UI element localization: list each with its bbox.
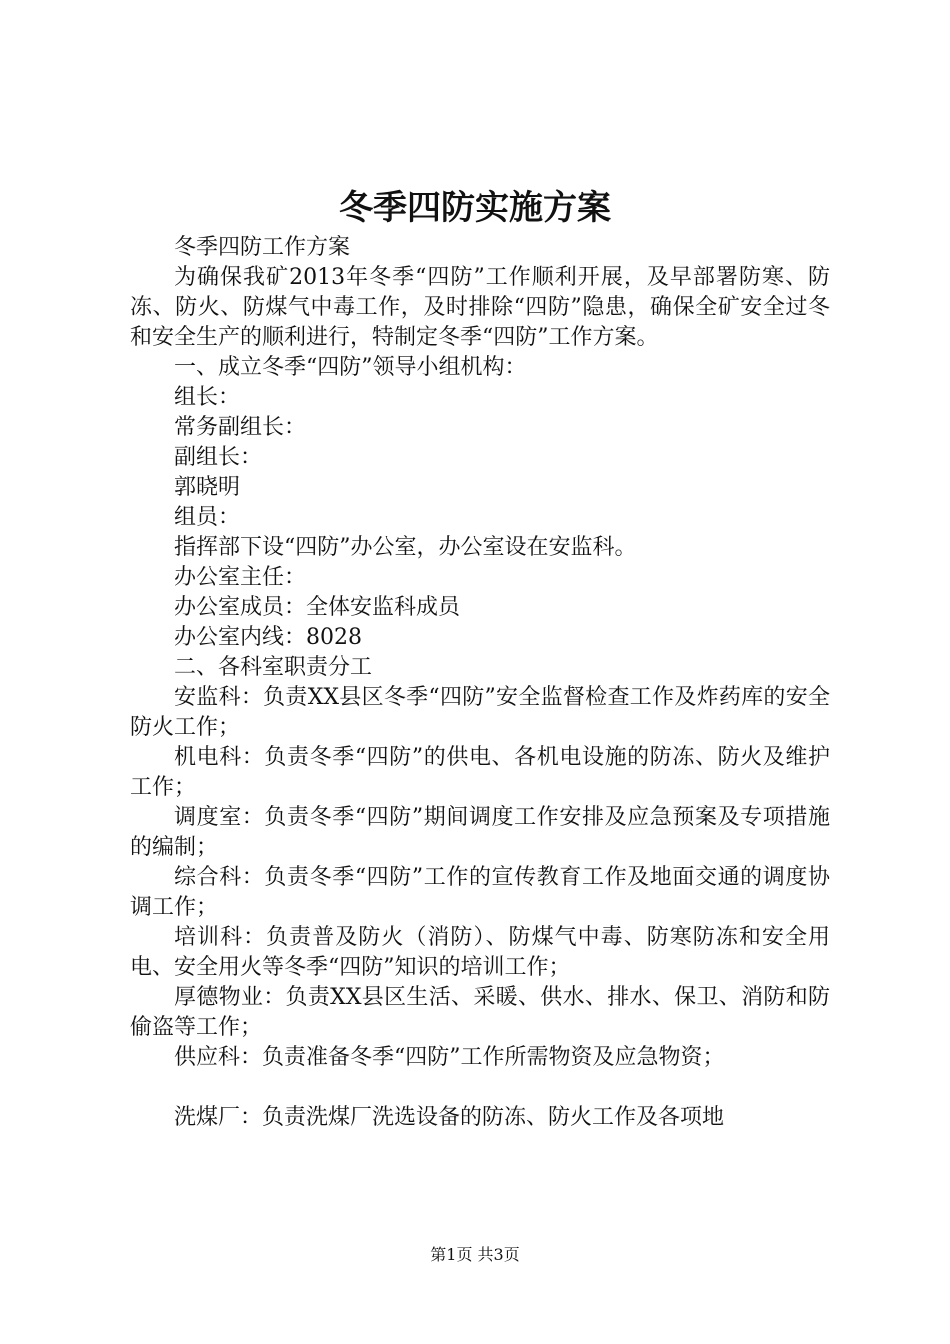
paragraph: 机电科：负责冬季“四防”的供电、各机电设施的防冻、防火及维护工作；	[130, 745, 830, 800]
paragraph: 调度室：负责冬季“四防”期间调度工作安排及应急预案及专项措施的编制；	[130, 805, 830, 860]
paragraph: 组员：	[174, 505, 241, 530]
paragraph: 办公室主任：	[174, 565, 307, 590]
paragraph: 洗煤厂：负责洗煤厂洗选设备的防冻、防火工作及各项地	[174, 1105, 725, 1130]
paragraph: 安监科：负责XX县区冬季“四防”安全监督检查工作及炸药库的安全防火工作；	[130, 685, 830, 740]
document-body	[130, 233, 830, 1133]
paragraph: 厚德物业：负责XX县区生活、采暖、供水、排水、保卫、消防和防偷盗等工作；	[130, 985, 830, 1040]
paragraph: 指挥部下设“四防”办公室，办公室设在安监科。	[174, 535, 637, 560]
page-footer: 第1页 共3页	[430, 1245, 520, 1264]
paragraph: 供应科：负责准备冬季“四防”工作所需物资及应急物资；	[174, 1045, 725, 1070]
paragraph: 为确保我矿2013年冬季“四防”工作顺利开展，及早部署防寒、防冻、防火、防煤气中毒工作，及时排除“四防”隐患，确保全矿安全过冬和安全生产的顺利进行，特制定冬季“四防”工作方案。	[130, 265, 830, 350]
paragraph: 冬季四防工作方案	[174, 235, 351, 260]
paragraph: 郭晓明	[174, 475, 241, 500]
paragraph: 办公室内线：8028	[174, 625, 362, 650]
paragraph: 培训科：负责普及防火（消防）、防煤气中毒、防寒防冻和安全用电、安全用火等冬季“四防”知识的培训工作；	[130, 925, 830, 980]
section-heading: 一、成立冬季“四防”领导小组机构：	[174, 355, 527, 380]
document-title: 冬季四防实施方案	[339, 188, 611, 228]
section-heading: 二、各科室职责分工	[174, 655, 373, 680]
paragraph: 副组长：	[174, 445, 263, 470]
paragraph: 办公室成员：全体安监科成员	[174, 595, 461, 620]
paragraph: 常务副组长：	[174, 415, 307, 440]
paragraph: 综合科：负责冬季“四防”工作的宣传教育工作及地面交通的调度协调工作；	[130, 865, 830, 920]
paragraph: 组长：	[174, 385, 241, 410]
